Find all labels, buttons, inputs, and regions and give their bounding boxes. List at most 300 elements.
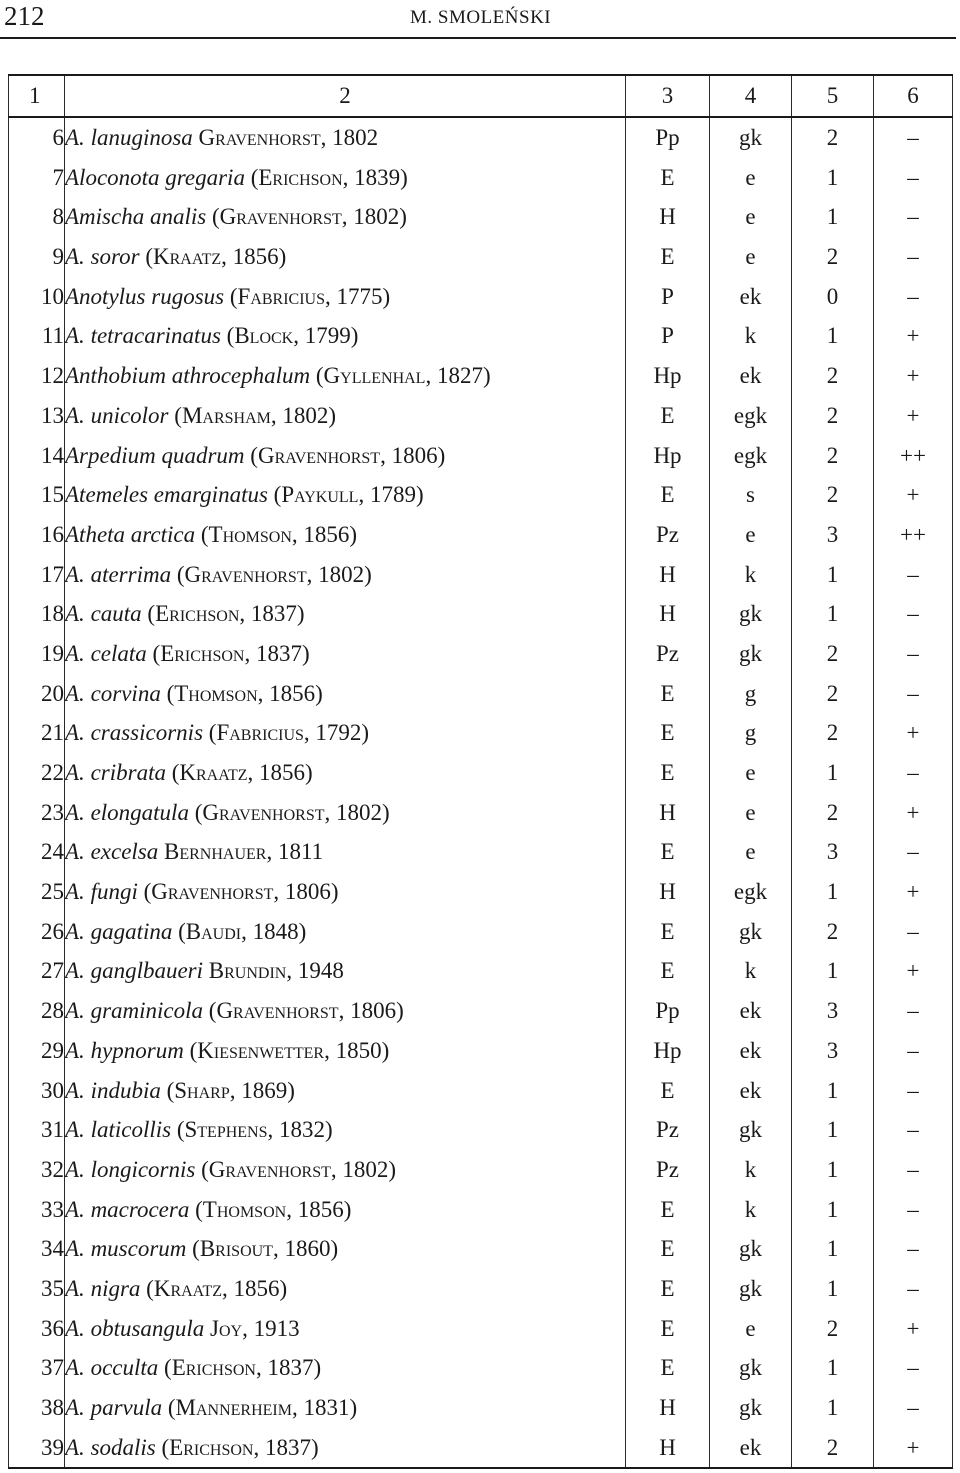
table-row xyxy=(9,1150,953,1190)
cell-c5: 1 xyxy=(792,1388,874,1428)
author-year: , 1832) xyxy=(267,1117,333,1143)
species-epithet: cauta xyxy=(90,601,142,627)
table-row xyxy=(9,1308,953,1348)
cell-c3: Pz xyxy=(626,515,710,555)
table-row xyxy=(9,1070,953,1110)
cell-c4: ek xyxy=(710,991,792,1031)
genus-name: A. xyxy=(65,1275,85,1301)
cell-c5: 1 xyxy=(792,1229,874,1269)
row-number: 9 xyxy=(9,237,65,277)
table-row xyxy=(9,1189,953,1229)
author-open: ( xyxy=(168,402,182,428)
author-open: ( xyxy=(137,879,152,905)
species-epithet: emarginatus xyxy=(153,482,268,508)
species-epithet: lanuginosa xyxy=(90,125,193,151)
genus-name: A. xyxy=(65,879,85,905)
cell-c5: 2 xyxy=(792,1308,874,1348)
cell-c4: k xyxy=(710,1189,792,1229)
row-number: 33 xyxy=(9,1189,65,1229)
cell-c6: + xyxy=(874,1308,953,1348)
cell-c6: – xyxy=(874,197,953,237)
species-name-cell xyxy=(65,872,626,912)
author-year: , 1837) xyxy=(239,601,305,627)
table-row xyxy=(9,1269,953,1309)
table-body xyxy=(9,75,953,1468)
column-number-row xyxy=(9,75,953,117)
author-year: , 1775) xyxy=(325,283,391,309)
cell-c6: + xyxy=(874,1427,953,1468)
row-number: 10 xyxy=(9,276,65,316)
table-row xyxy=(9,197,953,237)
cell-c4: k xyxy=(710,1150,792,1190)
cell-c3: E xyxy=(626,1348,710,1388)
row-number: 18 xyxy=(9,594,65,634)
cell-c5: 2 xyxy=(792,911,874,951)
author-year: , 1802 xyxy=(320,125,379,151)
author-year: , 1806) xyxy=(273,879,339,905)
author-year: , 1948 xyxy=(286,958,344,984)
cell-c3: Pz xyxy=(626,1150,710,1190)
table-row xyxy=(9,276,953,316)
species-epithet: indubia xyxy=(90,1077,161,1103)
cell-c4: gk xyxy=(710,634,792,674)
cell-c6: – xyxy=(874,1388,953,1428)
cell-c6: – xyxy=(874,594,953,634)
cell-c4: ek xyxy=(710,1427,792,1468)
genus-name: A. xyxy=(65,244,85,270)
author-open: ( xyxy=(310,363,324,389)
cell-c3: E xyxy=(626,237,710,277)
species-name-cell xyxy=(65,554,626,594)
genus-name: A. xyxy=(65,125,85,151)
table-row xyxy=(9,1031,953,1071)
species-epithet: corvina xyxy=(90,680,161,706)
cell-c3: Hp xyxy=(626,356,710,396)
genus-name: A. xyxy=(65,1315,85,1341)
genus-name: A. xyxy=(65,839,85,865)
cell-c4: gk xyxy=(710,1348,792,1388)
cell-c4: gk xyxy=(710,911,792,951)
table-row xyxy=(9,1388,953,1428)
cell-c4: egk xyxy=(710,396,792,436)
row-number: 17 xyxy=(9,554,65,594)
species-epithet: celata xyxy=(90,640,147,666)
species-name-cell xyxy=(65,316,626,356)
species-name-cell xyxy=(65,1150,626,1190)
cell-c5: 2 xyxy=(792,713,874,753)
cell-c5: 3 xyxy=(792,991,874,1031)
table-row xyxy=(9,435,953,475)
table-row xyxy=(9,475,953,515)
author-open: ( xyxy=(183,1037,198,1063)
cell-c6: + xyxy=(874,475,953,515)
cell-c4: ek xyxy=(710,1070,792,1110)
cell-c5: 2 xyxy=(792,237,874,277)
column-number: 3 xyxy=(626,75,710,117)
column-number: 2 xyxy=(65,75,626,117)
cell-c3: P xyxy=(626,276,710,316)
cell-c3: Hp xyxy=(626,1031,710,1071)
author-open: ( xyxy=(162,1395,176,1421)
row-number: 30 xyxy=(9,1070,65,1110)
author-open: ( xyxy=(206,204,220,230)
cell-c6: + xyxy=(874,713,953,753)
page-header xyxy=(0,0,960,38)
cell-c5: 2 xyxy=(792,435,874,475)
cell-c3: E xyxy=(626,1229,710,1269)
cell-c5: 2 xyxy=(792,1427,874,1468)
cell-c5: 1 xyxy=(792,1070,874,1110)
author-open: ( xyxy=(244,164,259,190)
author-year: , 1913 xyxy=(242,1315,300,1341)
cell-c3: E xyxy=(626,1070,710,1110)
cell-c4: e xyxy=(710,753,792,793)
author-name: Brundin xyxy=(208,958,287,984)
genus-name: A. xyxy=(65,1236,85,1262)
species-name-cell xyxy=(65,634,626,674)
species-epithet: arctica xyxy=(130,521,196,547)
cell-c4: e xyxy=(710,832,792,872)
cell-c5: 3 xyxy=(792,515,874,555)
species-epithet: sodalis xyxy=(90,1434,156,1460)
species-name-cell xyxy=(65,475,626,515)
author-year: , 1839) xyxy=(342,164,408,190)
cell-c6: + xyxy=(874,356,953,396)
column-number: 5 xyxy=(792,75,874,117)
author-name: Erichson xyxy=(160,640,245,666)
table-row xyxy=(9,1427,953,1468)
author-name: Gravenhorst xyxy=(184,561,307,587)
cell-c3: E xyxy=(626,157,710,197)
species-epithet: nigra xyxy=(90,1275,141,1301)
author-year: , 1799) xyxy=(293,323,359,349)
cell-c5: 2 xyxy=(792,396,874,436)
cell-c6: – xyxy=(874,237,953,277)
author-name: Thomson xyxy=(202,1196,287,1222)
cell-c6: – xyxy=(874,117,953,158)
author-open: ( xyxy=(140,1275,154,1301)
genus-name: A. xyxy=(65,1077,85,1103)
author-name: Erichson xyxy=(258,164,343,190)
genus-name: A. xyxy=(65,1117,85,1143)
cell-c5: 1 xyxy=(792,1189,874,1229)
cell-c3: E xyxy=(626,1269,710,1309)
cell-c4: e xyxy=(710,197,792,237)
author-year: , 1831) xyxy=(292,1395,358,1421)
species-epithet: rugosus xyxy=(151,283,225,309)
author-name: Block xyxy=(234,323,294,349)
species-name-cell xyxy=(65,157,626,197)
author-name: Marsham xyxy=(181,402,271,428)
species-epithet: aterrima xyxy=(90,561,172,587)
species-name-cell xyxy=(65,792,626,832)
cell-c6: + xyxy=(874,872,953,912)
row-number: 14 xyxy=(9,435,65,475)
species-name-cell xyxy=(65,1269,626,1309)
author-year: , 1792) xyxy=(303,720,370,746)
species-epithet: gregaria xyxy=(165,164,245,190)
author-open: ( xyxy=(188,799,203,825)
cell-c4: k xyxy=(710,554,792,594)
cell-c6: – xyxy=(874,1269,953,1309)
cell-c5: 1 xyxy=(792,1348,874,1388)
genus-name: A. xyxy=(65,601,85,627)
row-number: 39 xyxy=(9,1427,65,1468)
species-name-cell xyxy=(65,197,626,237)
row-number: 12 xyxy=(9,356,65,396)
author-name: Brisout xyxy=(199,1236,273,1262)
species-epithet: ganglbaueri xyxy=(90,958,204,984)
cell-c4: egk xyxy=(710,872,792,912)
cell-c3: H xyxy=(626,594,710,634)
author-year: , 1856) xyxy=(221,244,287,270)
cell-c6: + xyxy=(874,396,953,436)
author-year: , 1802) xyxy=(330,1156,397,1182)
cell-c6: – xyxy=(874,1150,953,1190)
table-row xyxy=(9,911,953,951)
species-name-cell xyxy=(65,117,626,158)
table-row xyxy=(9,951,953,991)
cell-c3: H xyxy=(626,554,710,594)
author-year: , 1856) xyxy=(286,1196,352,1222)
author-name: Kraatz xyxy=(179,760,248,786)
cell-c5: 2 xyxy=(792,475,874,515)
row-number: 13 xyxy=(9,396,65,436)
cell-c5: 1 xyxy=(792,872,874,912)
author-name: Gyllenhal xyxy=(323,363,426,389)
author-year: , 1860) xyxy=(272,1236,339,1262)
cell-c6: – xyxy=(874,1110,953,1150)
species-name-cell xyxy=(65,1427,626,1468)
table-row xyxy=(9,117,953,158)
author-name: Gravenhorst xyxy=(208,1156,331,1182)
row-number: 20 xyxy=(9,673,65,713)
author-open: ( xyxy=(160,1077,175,1103)
author-year: , 1802) xyxy=(324,799,390,825)
genus-name: A. xyxy=(65,760,85,786)
genus-name: A. xyxy=(65,1156,85,1182)
author-name: Bernhauer xyxy=(164,839,267,865)
author-name: Sharp xyxy=(174,1077,230,1103)
author-name: Stephens xyxy=(184,1117,268,1143)
cell-c6: – xyxy=(874,1229,953,1269)
genus-name: A. xyxy=(65,1196,85,1222)
table-row xyxy=(9,157,953,197)
cell-c6: – xyxy=(874,1348,953,1388)
species-name-cell xyxy=(65,1229,626,1269)
species-epithet: tetracarinatus xyxy=(90,323,221,349)
genus-name: Anotylus xyxy=(65,283,146,309)
author-open: ( xyxy=(244,442,258,468)
row-number: 23 xyxy=(9,792,65,832)
cell-c4: gk xyxy=(710,1269,792,1309)
author-open: ( xyxy=(186,1236,200,1262)
cell-c6: – xyxy=(874,911,953,951)
row-number: 32 xyxy=(9,1150,65,1190)
cell-c6: + xyxy=(874,316,953,356)
author-name: Mannerheim xyxy=(175,1395,292,1421)
species-epithet: athrocephalum xyxy=(171,363,311,389)
cell-c5: 1 xyxy=(792,157,874,197)
species-epithet: muscorum xyxy=(90,1236,187,1262)
row-number: 36 xyxy=(9,1308,65,1348)
genus-name: A. xyxy=(65,720,85,746)
author-open: ( xyxy=(203,720,217,746)
species-epithet: occulta xyxy=(90,1355,159,1381)
genus-name: A. xyxy=(65,1395,85,1421)
cell-c6: – xyxy=(874,1189,953,1229)
cell-c4: egk xyxy=(710,435,792,475)
cell-c3: H xyxy=(626,872,710,912)
species-epithet: obtusangula xyxy=(90,1315,205,1341)
cell-c3: H xyxy=(626,197,710,237)
cell-c6: + xyxy=(874,792,953,832)
species-epithet: parvula xyxy=(90,1395,163,1421)
author-open: ( xyxy=(171,1117,185,1143)
author-name: Kraatz xyxy=(152,244,222,270)
cell-c3: E xyxy=(626,713,710,753)
table-row xyxy=(9,515,953,555)
author-year: , 1789) xyxy=(358,482,424,508)
author-open: ( xyxy=(172,918,186,944)
genus-name: Anthobium xyxy=(65,363,166,389)
author-year: , 1811 xyxy=(266,839,324,865)
species-epithet: gagatina xyxy=(90,918,173,944)
row-number: 38 xyxy=(9,1388,65,1428)
author-name: Thomson xyxy=(174,680,258,706)
author-name: Fabricius xyxy=(216,720,304,746)
table-row xyxy=(9,832,953,872)
row-number: 7 xyxy=(9,157,65,197)
cell-c4: gk xyxy=(710,1229,792,1269)
cell-c6: – xyxy=(874,554,953,594)
author-open: ( xyxy=(203,998,217,1024)
author-year: , 1856) xyxy=(257,680,323,706)
table-row xyxy=(9,753,953,793)
cell-c6: – xyxy=(874,157,953,197)
author-open: ( xyxy=(195,521,209,547)
table-row xyxy=(9,872,953,912)
author-name: Baudi xyxy=(185,918,242,944)
cell-c3: E xyxy=(626,951,710,991)
author-year: , 1837) xyxy=(244,640,310,666)
species-name-cell xyxy=(65,396,626,436)
row-number: 15 xyxy=(9,475,65,515)
cell-c6: – xyxy=(874,753,953,793)
species-epithet: excelsa xyxy=(90,839,159,865)
author-year: , 1802) xyxy=(306,561,372,587)
author-name: Gravenhorst xyxy=(219,204,342,230)
cell-c4: e xyxy=(710,792,792,832)
cell-c5: 3 xyxy=(792,832,874,872)
author-name: Gravenhorst xyxy=(216,998,339,1024)
species-epithet: laticollis xyxy=(90,1117,172,1143)
cell-c3: P xyxy=(626,316,710,356)
cell-c6: – xyxy=(874,673,953,713)
cell-c6: – xyxy=(874,1070,953,1110)
cell-c5: 1 xyxy=(792,753,874,793)
author-open: ( xyxy=(224,283,238,309)
author-year: , 1848) xyxy=(241,918,307,944)
author-name: Kiesenwetter xyxy=(197,1037,325,1063)
species-name-cell xyxy=(65,435,626,475)
cell-c5: 0 xyxy=(792,276,874,316)
species-epithet: elongatula xyxy=(90,799,189,825)
genus-name: A. xyxy=(65,799,85,825)
cell-c5: 2 xyxy=(792,673,874,713)
author-year: , 1806) xyxy=(338,998,404,1024)
cell-c4: gk xyxy=(710,594,792,634)
row-number: 21 xyxy=(9,713,65,753)
table-row xyxy=(9,237,953,277)
author-name: Gravenhorst xyxy=(257,442,381,468)
genus-name: Atemeles xyxy=(65,482,149,508)
table-row xyxy=(9,554,953,594)
genus-name: A. xyxy=(65,1434,85,1460)
author-open: ( xyxy=(189,1196,203,1222)
row-number: 22 xyxy=(9,753,65,793)
table-row xyxy=(9,713,953,753)
genus-name: Arpedium xyxy=(65,442,156,468)
cell-c5: 1 xyxy=(792,197,874,237)
species-epithet: unicolor xyxy=(90,402,169,428)
species-name-cell xyxy=(65,1189,626,1229)
species-name-cell xyxy=(65,594,626,634)
cell-c5: 1 xyxy=(792,594,874,634)
cell-c5: 1 xyxy=(792,1150,874,1190)
cell-c5: 2 xyxy=(792,356,874,396)
column-number: 1 xyxy=(9,75,65,117)
species-epithet: macrocera xyxy=(90,1196,190,1222)
cell-c5: 1 xyxy=(792,1269,874,1309)
column-number: 4 xyxy=(710,75,792,117)
cell-c3: E xyxy=(626,396,710,436)
table-row xyxy=(9,634,953,674)
species-table xyxy=(8,74,953,1469)
cell-c4: k xyxy=(710,951,792,991)
cell-c3: E xyxy=(626,673,710,713)
cell-c3: Pz xyxy=(626,634,710,674)
author-open: ( xyxy=(267,482,282,508)
author-year: , 1856) xyxy=(247,760,313,786)
genus-name: A. xyxy=(65,918,85,944)
author-open: ( xyxy=(220,323,235,349)
cell-c5: 1 xyxy=(792,1110,874,1150)
header-rule xyxy=(0,37,956,39)
cell-c3: E xyxy=(626,832,710,872)
row-number: 37 xyxy=(9,1348,65,1388)
species-epithet: quadrum xyxy=(161,442,245,468)
table-row xyxy=(9,316,953,356)
row-number: 31 xyxy=(9,1110,65,1150)
cell-c4: g xyxy=(710,713,792,753)
cell-c3: E xyxy=(626,1308,710,1348)
cell-c6: – xyxy=(874,634,953,674)
author-year: , 1827) xyxy=(425,363,491,389)
species-epithet: hypnorum xyxy=(90,1037,184,1063)
author-year: , 1856) xyxy=(222,1275,288,1301)
cell-c3: Pz xyxy=(626,1110,710,1150)
species-epithet: crassicornis xyxy=(90,720,204,746)
species-name-cell xyxy=(65,356,626,396)
species-name-cell xyxy=(65,1110,626,1150)
cell-c4: e xyxy=(710,157,792,197)
author-open: ( xyxy=(155,1434,170,1460)
cell-c4: s xyxy=(710,475,792,515)
genus-name: A. xyxy=(65,958,85,984)
author-name: Thomson xyxy=(208,521,292,547)
species-name-cell xyxy=(65,673,626,713)
